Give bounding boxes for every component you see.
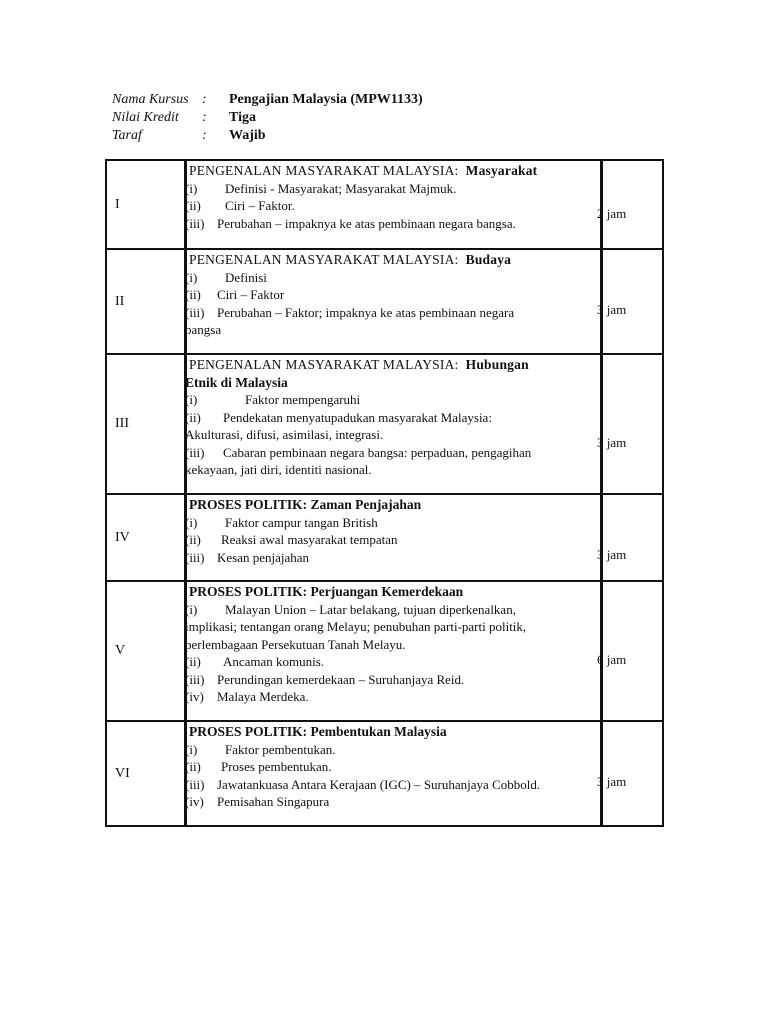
list-item <box>185 776 600 794</box>
item-marker: (ii) <box>185 654 201 669</box>
list-item <box>185 444 600 462</box>
row-hours: 6 jam <box>597 652 627 667</box>
row-title <box>189 251 600 269</box>
item-text: Faktor campur tangan British <box>225 514 378 530</box>
list-item <box>185 688 600 706</box>
list-item <box>185 304 600 322</box>
title-caps: PENGENALAN MASYARAKAT MALAYSIA: <box>189 252 459 267</box>
item-marker: (iii) <box>185 444 205 460</box>
item-marker: (ii) <box>185 532 201 547</box>
course-name-label: Nama Kursus <box>112 92 189 107</box>
item-marker: (ii) <box>185 287 201 302</box>
topic-list <box>187 601 600 706</box>
item-marker: (ii) <box>185 409 201 425</box>
credit-value-colon: : <box>202 110 207 125</box>
topic-list <box>187 269 600 339</box>
row-content <box>187 722 603 825</box>
item-text: Malayan Union – Latar belakang, tujuan diperkenalkan, <box>225 601 516 617</box>
item-text: Pendekatan menyatupadukan masyarakat Malaysia: <box>223 409 492 425</box>
row-content <box>187 250 603 353</box>
list-item <box>185 215 600 233</box>
row-title <box>189 162 600 180</box>
title-caps: PENGENALAN MASYARAKAT MALAYSIA: <box>189 357 459 372</box>
table-row <box>107 250 662 355</box>
list-item <box>185 653 600 671</box>
course-info-header <box>112 91 423 145</box>
row-hours-cell <box>597 582 662 720</box>
topic-list <box>187 514 600 567</box>
list-item <box>185 426 600 444</box>
status-row <box>112 127 423 145</box>
item-text: perlembagaan Persekutuan Tanah Melayu. <box>185 636 406 652</box>
title-bold: Hubungan <box>465 357 529 372</box>
item-marker: (iv) <box>185 794 204 809</box>
item-text: implikasi; tentangan orang Melayu; penubuhan parti-parti politik, <box>185 619 527 634</box>
table-row <box>107 355 662 495</box>
item-text: Ciri – Faktor. <box>225 198 295 213</box>
row-title: PROSES POLITIK: Perjuangan Kemerdekaan <box>189 584 464 599</box>
list-item <box>185 741 600 759</box>
list-item <box>185 321 600 339</box>
item-text: Reaksi awal masyarakat tempatan <box>221 532 398 547</box>
row-number: IV <box>107 495 187 580</box>
list-item <box>185 514 600 532</box>
table-row <box>107 495 662 582</box>
item-marker: (i) <box>185 514 198 530</box>
item-text: Perundingan kemerdekaan – Suruhanjaya Reid. <box>217 671 465 687</box>
row-hours-cell <box>597 355 662 493</box>
row-hours-cell <box>597 722 662 825</box>
list-item <box>185 391 600 409</box>
table-row <box>107 722 662 825</box>
course-name-row <box>112 91 423 109</box>
list-item <box>185 758 600 776</box>
table-row <box>107 582 662 722</box>
list-item <box>185 269 600 287</box>
item-text: Cabaran pembinaan negara bangsa: perpaduan, pengagihan <box>223 444 532 460</box>
item-marker: (ii) <box>185 198 201 213</box>
item-text: Definisi <box>225 269 267 285</box>
list-item <box>185 793 600 811</box>
row-content <box>187 161 603 248</box>
row-content <box>187 355 603 493</box>
row-title: PROSES POLITIK: Pembentukan Malaysia <box>189 724 447 739</box>
item-marker: (i) <box>185 180 198 196</box>
item-text: Pemisahan Singapura <box>217 794 330 809</box>
item-text: Perubahan – impaknya ke atas pembinaan negara bangsa. <box>217 215 516 231</box>
item-marker: (iii) <box>185 776 205 792</box>
item-marker: (iii) <box>185 215 205 231</box>
topic-list <box>187 391 600 479</box>
list-item <box>185 461 600 479</box>
item-text: Faktor mempengaruhi <box>245 392 361 407</box>
item-marker: (iii) <box>185 671 205 687</box>
title-bold: Masyarakat <box>465 163 538 178</box>
row-number: II <box>107 250 187 353</box>
course-name-colon: : <box>202 92 207 107</box>
item-text: Faktor pembentukan. <box>225 741 336 757</box>
list-item <box>185 549 600 567</box>
item-marker: (i) <box>185 392 198 407</box>
item-marker: (iii) <box>185 304 205 320</box>
row-hours-cell <box>597 161 662 248</box>
item-text: Proses pembentukan. <box>221 759 332 774</box>
row-hours: 3 jam <box>597 774 627 789</box>
row-hours: 3 jam <box>597 547 627 562</box>
title-caps: PENGENALAN MASYARAKAT MALAYSIA: <box>189 163 459 178</box>
row-hours-cell <box>597 495 662 580</box>
status-value: Wajib <box>229 128 266 143</box>
item-marker: (iv) <box>185 689 204 704</box>
row-number: III <box>107 355 187 493</box>
item-text: Ancaman komunis. <box>223 654 325 669</box>
list-item <box>185 636 600 654</box>
title-bold: Budaya <box>465 252 512 267</box>
item-marker: (i) <box>185 601 198 617</box>
row-content <box>187 582 603 720</box>
list-item <box>185 409 600 427</box>
credit-value-value: Tiga <box>229 110 256 125</box>
item-text: bangsa <box>185 322 222 337</box>
row-hours: 3 jam <box>597 435 627 450</box>
item-text: Definisi - Masyarakat; Masyarakat Majmuk. <box>225 180 457 196</box>
item-text: Jawatankuasa Antara Kerajaan (IGC) – Suruhanjaya Cobbold. <box>217 776 541 792</box>
item-marker: (iii) <box>185 549 205 565</box>
list-item <box>185 180 600 198</box>
list-item <box>185 286 600 304</box>
status-label: Taraf <box>112 128 142 143</box>
item-marker: (ii) <box>185 759 201 774</box>
item-marker: (i) <box>185 269 198 285</box>
row-hours: 3 jam <box>597 302 627 317</box>
item-text: Perubahan – Faktor; impaknya ke atas pembinaan negara <box>217 304 515 320</box>
item-text: Ciri – Faktor <box>217 287 285 302</box>
item-marker: (i) <box>185 741 198 757</box>
list-item <box>185 671 600 689</box>
row-content <box>187 495 603 580</box>
row-hours: 2 jam <box>597 206 627 221</box>
list-item <box>185 531 600 549</box>
row-hours-cell <box>597 250 662 353</box>
row-title-line2: Etnik di Malaysia <box>185 374 288 390</box>
list-item <box>185 197 600 215</box>
row-title <box>189 356 600 374</box>
row-number: VI <box>107 722 187 825</box>
item-text: kekayaan, jati diri, identiti nasional. <box>185 462 372 477</box>
list-item <box>185 601 600 619</box>
row-title: PROSES POLITIK: Zaman Penjajahan <box>189 497 422 512</box>
status-colon: : <box>202 128 207 143</box>
row-number: V <box>107 582 187 720</box>
course-name-value: Pengajian Malaysia (MPW1133) <box>229 92 423 107</box>
item-text: Kesan penjajahan <box>217 549 310 565</box>
table-row <box>107 161 662 250</box>
credit-value-row <box>112 109 423 127</box>
topic-list <box>187 741 600 811</box>
syllabus-table <box>105 159 664 827</box>
list-item <box>185 618 600 636</box>
topic-list <box>187 180 600 233</box>
credit-value-label: Nilai Kredit <box>112 110 179 125</box>
item-text: Malaya Merdeka. <box>217 689 309 704</box>
row-number: I <box>107 161 187 248</box>
item-text: Akulturasi, difusi, asimilasi, integrasi. <box>185 427 384 442</box>
